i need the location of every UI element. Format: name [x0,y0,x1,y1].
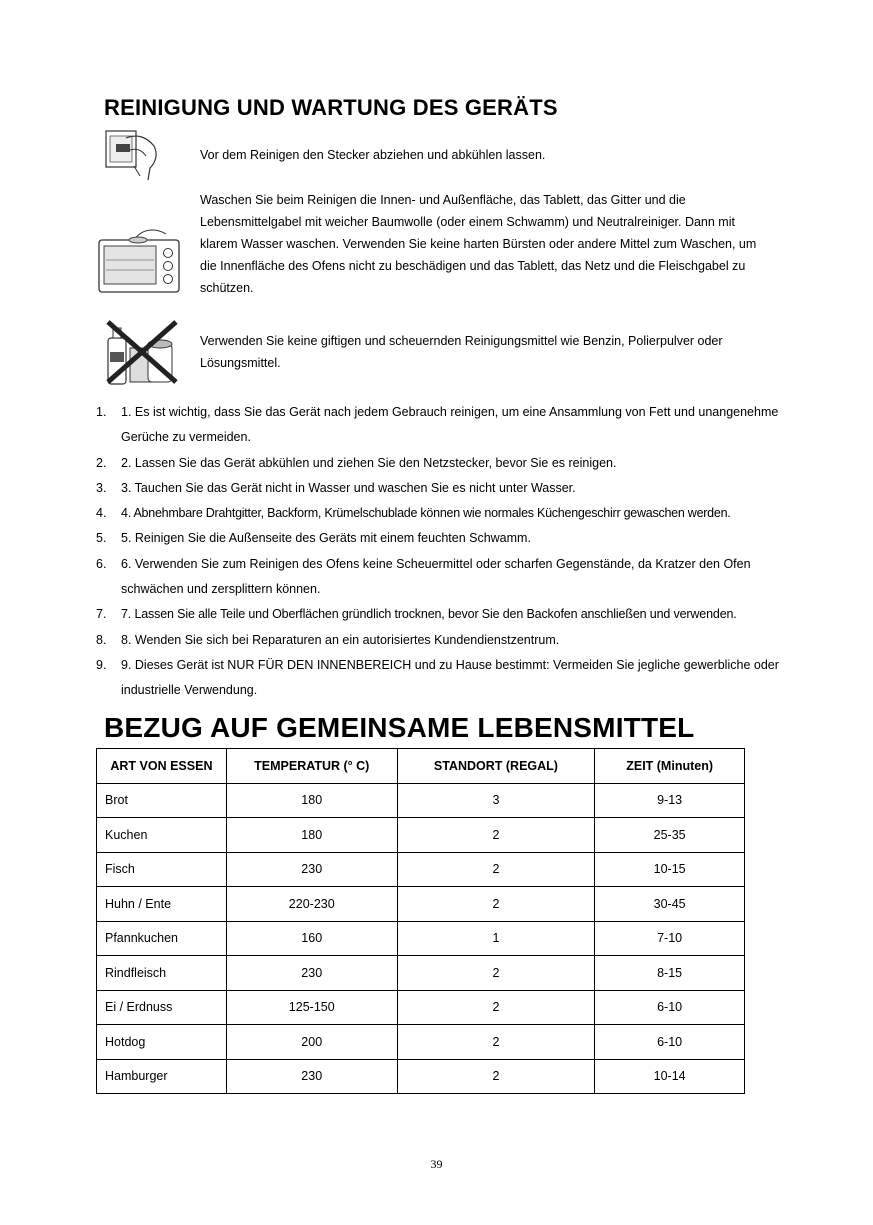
table-row: Ei / Erdnuss 125-150 2 6-10 [97,990,745,1025]
header-time: ZEIT (Minuten) [595,749,745,784]
cleaning-steps-list [96,400,796,704]
oven-icon [96,226,184,301]
list-item: 8. 8. Wenden Sie sich bei Reparaturen an ein autorisiertes Kundendienstzentrum. [96,632,560,647]
header-temperature: TEMPERATUR (° C) [226,749,397,784]
table-row: Hamburger 230 2 10-14 [97,1059,745,1094]
section-title-food-reference: BEZUG AUF GEMEINSAME LEBENSMITTEL [104,712,695,743]
list-item: 6. 6. Verwenden Sie zum Reinigen des Ofens keine Scheuermittel oder scharfen Gegenstände, da Kratzer den Ofen schwächen und zersplittern können. [96,556,751,597]
table-row: Brot 180 3 9-13 [97,783,745,818]
paragraph-unplug: Vor dem Reinigen den Stecker abziehen und abkühlen lassen. [200,148,546,162]
paragraph-washing: Waschen Sie beim Reinigen die Innen- und Außenfläche, das Tablett, das Gitter und die Lebensmittelgabel mit weicher Baumwolle (oder einem Schwamm) und Neutralreiniger. Dann mit klarem Wasser waschen. Verwenden Sie keine harten Bürsten oder andere Mittel zum Waschen, um die Innenfläche des Ofens nicht zu beschädigen und das Tablett, das Netz und die Fleischgabel zu schützen. [200,193,757,295]
table-header-row [97,749,745,784]
list-item: 7. 7. Lassen Sie alle Teile und Oberflächen gründlich trocknen, bevor Sie den Backofen anschließen und verwenden. [96,607,737,622]
list-item: 4. 4. Abnehmbare Drahtgitter, Backform, Krümelschublade können wie normales Küchengeschirr gewaschen werden. [96,506,731,521]
page-number: 39 [430,1157,443,1171]
list-item: 1. 1. Es ist wichtig, dass Sie das Gerät nach jedem Gebrauch reinigen, um eine Ansammlung von Fett und unangenehme Gerüche zu vermeiden. [96,405,779,445]
list-item: 9. 9. Dieses Gerät ist NUR FÜR DEN INNENBEREICH und zu Hause bestimmt: Vermeiden Sie jegliche gewerbliche oder industrielle Verwendung. [96,657,779,698]
list-item: 3. 3. Tauchen Sie das Gerät nicht in Wasser und waschen Sie es nicht unter Wasser. [96,480,576,495]
unplug-icon [104,128,164,189]
table-row: Fisch 230 2 10-15 [97,852,745,887]
table-row: Kuchen 180 2 25-35 [97,818,745,853]
header-rack-position: STANDORT (REGAL) [397,749,595,784]
table-row: Hotdog 200 2 6-10 [97,1025,745,1060]
list-item: 2. 2. Lassen Sie das Gerät abkühlen und ziehen Sie den Netzstecker, bevor Sie es reinigen. [96,455,617,470]
section-title-cleaning: REINIGUNG UND WARTUNG DES GERÄTS [104,95,558,120]
no-chemicals-icon [102,316,182,393]
food-reference-table [96,748,745,1094]
table-row: Rindfleisch 230 2 8-15 [97,956,745,991]
table-row: Pfannkuchen 160 1 7-10 [97,921,745,956]
list-item: 5. 5. Reinigen Sie die Außenseite des Geräts mit einem feuchten Schwamm. [96,531,531,546]
table-row: Huhn / Ente 220-230 2 30-45 [97,887,745,922]
paragraph-no-chemicals: Verwenden Sie keine giftigen und scheuernden Reinigungsmittel wie Benzin, Polierpulver oder Lösungsmittel. [200,334,723,370]
header-food-type: ART VON ESSEN [97,749,227,784]
